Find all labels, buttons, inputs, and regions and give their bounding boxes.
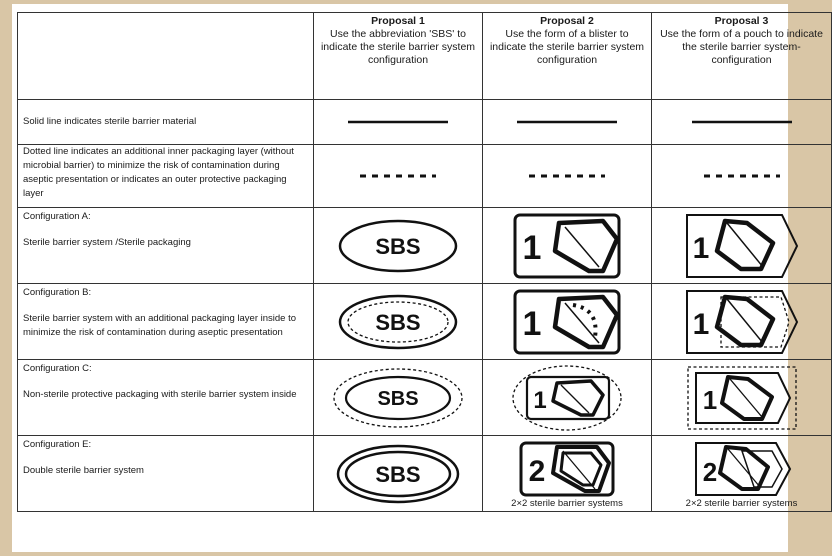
- dotted-line-symbol-p2: [483, 145, 652, 208]
- dotted-line-description: Dotted line indicates an additional inner packaging layer (without microbial barrier) to minimize the risk of contamination during aseptic presentation or indicates an outer protective packaging layer: [18, 145, 314, 208]
- dotted-line-symbol-p1: [314, 145, 483, 208]
- sbs-label: SBS: [375, 461, 421, 487]
- sbs-ellipse-icon: [333, 214, 463, 278]
- solid-line-icon: [507, 117, 627, 127]
- row-configuration-b: [18, 284, 832, 360]
- configuration-a-text: Sterile barrier system /Sterile packaging: [23, 237, 191, 248]
- proposal-1-title: Proposal 1: [371, 15, 425, 27]
- proposal-3-title: Proposal 3: [714, 15, 769, 27]
- configuration-b-blister-symbol: [483, 284, 652, 360]
- row-configuration-c: [18, 360, 832, 436]
- configuration-c-sbs-symbol: [314, 360, 483, 436]
- sbs-ellipse-dotted-outer-icon: [328, 365, 468, 431]
- double-pouch-icon: [682, 439, 802, 499]
- configuration-e-description: [18, 436, 314, 512]
- configuration-a-name: Configuration A:: [23, 211, 91, 222]
- configuration-a-blister-symbol: [483, 208, 652, 284]
- proposal-2-title: Proposal 2: [540, 15, 594, 27]
- proposal-3-text: Use the form of a pouch to indicate the sterile barrier system-configuration: [660, 28, 823, 66]
- pouch-number: 1: [692, 307, 709, 341]
- header-empty-cell: [18, 13, 314, 100]
- pouch-number: 2: [702, 456, 717, 487]
- blister-icon: [507, 211, 627, 281]
- configuration-c-pouch-symbol: [652, 360, 832, 436]
- row-solid-line: [18, 100, 832, 145]
- dashed-line-icon: [682, 171, 802, 181]
- configuration-e-pouch-symbol: [652, 436, 832, 512]
- blister-number: 1: [522, 304, 542, 343]
- solid-line-symbol-p3: [652, 100, 832, 145]
- configuration-e-blister-symbol: [483, 436, 652, 512]
- row-configuration-e: [18, 436, 832, 512]
- dashed-line-icon: [507, 171, 627, 181]
- solid-line-description: Solid line indicates sterile barrier material: [18, 100, 314, 145]
- sbs-label: SBS: [375, 309, 421, 335]
- configuration-b-description: [18, 284, 314, 360]
- solid-line-symbol-p2: [483, 100, 652, 145]
- pouch-number: 1: [702, 384, 717, 415]
- pouch-caption: 2×2 sterile barrier systems: [685, 498, 798, 509]
- configuration-e-text: Double sterile barrier system: [23, 465, 144, 476]
- configuration-a-sbs-symbol: [314, 208, 483, 284]
- pouch-icon: [677, 211, 807, 281]
- configuration-b-text: Sterile barrier system with an additional packaging layer inside to minimize the risk of contamination during aseptic presentation: [23, 313, 296, 338]
- row-dotted-line: [18, 145, 832, 208]
- proposal-3-header: [652, 13, 832, 100]
- configuration-b-pouch-symbol: [652, 284, 832, 360]
- sbs-ellipse-dotted-inner-icon: [333, 290, 463, 354]
- solid-line-icon: [338, 117, 458, 127]
- solid-line-icon: [682, 117, 802, 127]
- configuration-e-name: Configuration E:: [23, 439, 92, 450]
- configuration-b-sbs-symbol: [314, 284, 483, 360]
- sterile-barrier-symbol-table: [17, 12, 832, 512]
- configuration-c-description: [18, 360, 314, 436]
- proposal-2-header: [483, 13, 652, 100]
- blister-number: 1: [522, 228, 542, 267]
- pouch-number: 1: [692, 231, 709, 265]
- configuration-e-sbs-symbol: [314, 436, 483, 512]
- document-page: [12, 4, 823, 552]
- dotted-line-symbol-p3: [652, 145, 832, 208]
- blister-caption: 2×2 sterile barrier systems: [511, 498, 623, 509]
- double-blister-icon: [507, 439, 627, 499]
- sbs-label: SBS: [375, 233, 421, 259]
- blister-number: 1: [533, 386, 547, 414]
- solid-line-symbol-p1: [314, 100, 483, 145]
- configuration-a-pouch-symbol: [652, 208, 832, 284]
- sbs-double-ellipse-icon: [333, 442, 463, 506]
- proposal-2-text: Use the form of a blister to indicate the sterile barrier system configuration: [489, 28, 645, 66]
- sbs-label: SBS: [377, 387, 419, 410]
- proposal-1-text: Use the abbreviation 'SBS' to indicate the sterile barrier system configuration: [320, 28, 476, 66]
- pouch-dotted-outer-icon: [682, 363, 802, 433]
- blister-number: 2: [528, 454, 546, 488]
- blister-dotted-outer-icon: [507, 363, 627, 433]
- header-row: [18, 13, 832, 100]
- configuration-c-text: Non-sterile protective packaging with sterile barrier system inside: [23, 389, 297, 400]
- pouch-dotted-inner-icon: [677, 287, 807, 357]
- configuration-b-name: Configuration B:: [23, 287, 92, 298]
- configuration-c-blister-symbol: [483, 360, 652, 436]
- dashed-line-icon: [338, 171, 458, 181]
- row-configuration-a: [18, 208, 832, 284]
- blister-dotted-inner-icon: [507, 287, 627, 357]
- proposal-1-header: [314, 13, 483, 100]
- configuration-a-description: [18, 208, 314, 284]
- configuration-c-name: Configuration C:: [23, 363, 92, 374]
